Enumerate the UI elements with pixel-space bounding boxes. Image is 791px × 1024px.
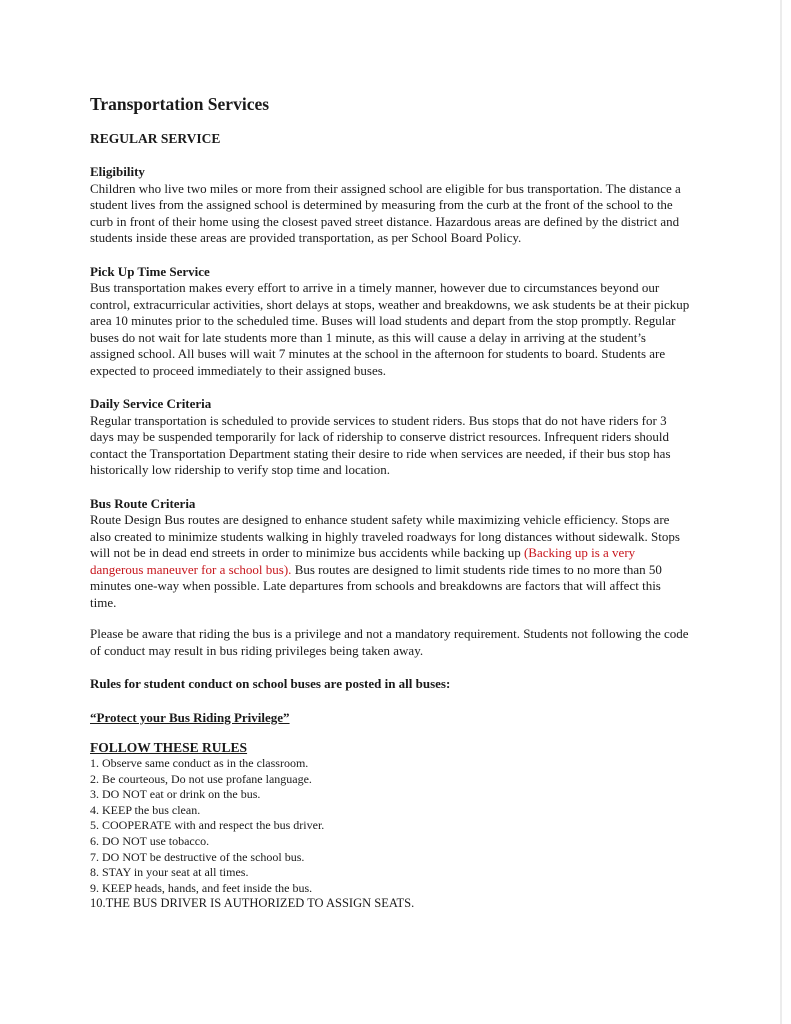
body-text-before: Route Design Bus routes are designed to enhance student safety while maximizing vehicle efficiency. Stops are also created to minimize students walking in highly traveled roadways for long distances without sidewalk. Stops will not be in dead end streets in order to minimize bus accidents while backing up (90, 512, 680, 560)
list-item: 5. COOPERATE with and respect the bus driver. (90, 818, 325, 833)
document-page (90, 94, 690, 912)
body-text-after: Bus routes are designed to limit students ride times to no more than 50 minutes one-way when possible. Late departures from schools and breakdowns are factors that will affect this time. (90, 561, 662, 610)
section-eligibility (90, 164, 690, 247)
list-item: 8. STAY in your seat at all times. (90, 865, 249, 880)
section-body (90, 512, 690, 611)
section-pick-up-time (90, 264, 690, 380)
scan-page-edge (780, 0, 782, 1024)
list-item: 6. DO NOT use tobacco. (90, 833, 210, 848)
section-body: Children who live two miles or more from their assigned school are eligible for bus transportation. The distance a student lives from the assigned school is determined by measuring from the curb at the front of the school to the curb in front of their home using the closest paved street distance. Hazardous areas are defined by the district and students inside these areas are provided transportation, as per School Board Policy. (90, 180, 681, 245)
privilege-note: Please be aware that riding the bus is a privilege and not a mandatory requirement. Students not following the code of conduct may result in bus riding privileges being taken away. (90, 626, 689, 658)
list-item: 7. DO NOT be destructive of the school bus. (90, 849, 305, 864)
list-item: 10.THE BUS DRIVER IS AUTHORIZED TO ASSIGN SEATS. (90, 896, 415, 911)
section-body: Bus transportation makes every effort to arrive in a timely manner, however due to circumstances beyond our control, extracurricular activities, short delays at stops, weather and breakdowns, we ask students be at their pickup area 10 minutes prior to the scheduled time. Buses will load students and depart from the stop promptly. Regular buses do not wait for late students more than 1 minute, as this will cause a delay in arriving at the student’s assigned school. All buses will wait 7 minutes at the school in the afternoon for students to board. Students are expected to proceed immediately to their assigned buses. (90, 280, 690, 378)
section-heading: Eligibility (90, 164, 145, 179)
section-heading: Bus Route Criteria (90, 495, 196, 511)
section-heading: Daily Service Criteria (90, 396, 212, 411)
document-title: Transportation Services (90, 94, 270, 114)
section-body: Regular transportation is scheduled to provide services to student riders. Bus stops that do not have riders for 3 days may be suspended temporarily for lack of ridership to conserve district resources. Infrequent riders should contact the Transportation Department stating their desire to ride when services are needed, if their bus stop has historically low ridership to verify stop time and location. (90, 412, 671, 477)
rules-list (90, 756, 690, 912)
list-item: 4. KEEP the bus clean. (90, 802, 201, 817)
list-item: 1. Observe same conduct as in the classroom. (90, 756, 309, 770)
list-item: 2. Be courteous, Do not use profane language. (90, 771, 312, 786)
section-daily-service (90, 396, 690, 479)
section-heading: Pick Up Time Service (90, 263, 210, 279)
safety-warning-text: (Backing up is a very dangerous maneuver for a school bus). (90, 545, 636, 577)
list-item: 9. KEEP heads, hands, and feet inside the bus. (90, 880, 313, 895)
list-item: 3. DO NOT eat or drink on the bus. (90, 787, 261, 802)
slogan: “Protect your Bus Riding Privilege” (90, 709, 290, 725)
rules-heading: FOLLOW THESE RULES (90, 740, 248, 755)
section-bus-route (90, 496, 690, 612)
rules-posted-note: Rules for student conduct on school buses are posted in all buses: (90, 676, 451, 691)
service-heading: REGULAR SERVICE (90, 131, 221, 146)
